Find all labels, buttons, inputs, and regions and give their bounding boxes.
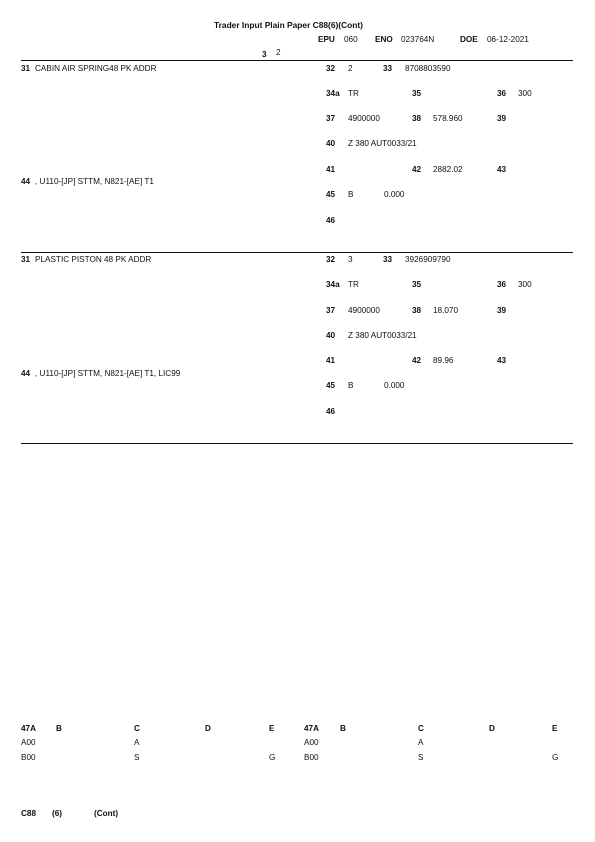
box35-label: 35 [412,280,422,289]
box47-header-b: B [340,724,346,733]
box42-value: 89.96 [433,356,454,365]
box36-label: 36 [497,89,507,98]
box47-header-a: 47A [304,724,320,733]
box47-cell: A00 [304,738,319,747]
divider [21,443,573,444]
box38-value: 578.960 [433,114,463,123]
box32-label: 32 [326,255,336,264]
box44-value: , U110-[JP] STTM, N821-[AE] T1 [35,177,154,186]
box45-label: 45 [326,190,336,199]
box31-label: 31 [21,64,31,73]
box47-header-b: B [56,724,62,733]
box47-header-c: C [418,724,424,733]
page-title: Trader Input Plain Paper C88(6)(Cont) [214,20,363,30]
box3-value: 2 [276,48,281,57]
box34a-value: TR [348,280,359,289]
box45-amount: 0.000 [384,381,405,390]
box42-value: 2882.02 [433,165,463,174]
box37-value: 4900000 [348,306,380,315]
box33-label: 33 [383,255,393,264]
footer-form: C88 [21,809,37,818]
box42-label: 42 [412,165,422,174]
box34a-value: TR [348,89,359,98]
box45-value: B [348,190,354,199]
box43-label: 43 [497,356,507,365]
box41-label: 41 [326,356,336,365]
box47-header-a: 47A [21,724,37,733]
box37-label: 37 [326,114,336,123]
box40-label: 40 [326,139,336,148]
box47-cell: A [418,738,424,747]
epu-label: EPU [318,35,335,44]
box43-label: 43 [497,165,507,174]
box36-label: 36 [497,280,507,289]
divider [21,60,573,61]
box47-header-d: D [489,724,495,733]
epu-value: 060 [344,35,358,44]
eno-label: ENO [375,35,393,44]
box46-label: 46 [326,407,336,416]
box31-label: 31 [21,255,31,264]
box36-value: 300 [518,89,532,98]
box47-cell: A00 [21,738,36,747]
box44-label: 44 [21,177,31,186]
box47-header-e: E [552,724,558,733]
box34a-label: 34a [326,280,340,289]
box34a-label: 34a [326,89,340,98]
box47-cell: S [418,753,424,762]
box31-description: PLASTIC PISTON 48 PK ADDR [35,255,152,264]
box36-value: 300 [518,280,532,289]
box40-value: Z 380 AUT0033/21 [348,139,417,148]
box47-cell: B00 [21,753,36,762]
doe-label: DOE [460,35,478,44]
box46-label: 46 [326,216,336,225]
box33-label: 33 [383,64,393,73]
box32-value: 2 [348,64,353,73]
box37-value: 4900000 [348,114,380,123]
box44-label: 44 [21,369,31,378]
divider [21,252,573,253]
box45-amount: 0.000 [384,190,405,199]
box47-cell: A [134,738,140,747]
box41-label: 41 [326,165,336,174]
footer-cont: (Cont) [94,809,119,818]
box47-cell: G [552,753,559,762]
box38-value: 18.070 [433,306,459,315]
box47-cell: G [269,753,276,762]
box31-description: CABIN AIR SPRING48 PK ADDR [35,64,157,73]
box47-header-e: E [269,724,275,733]
box38-label: 38 [412,114,422,123]
box35-label: 35 [412,89,422,98]
eno-value: 023764N [401,35,435,44]
box38-label: 38 [412,306,422,315]
box33-value: 3926909790 [405,255,451,264]
box45-label: 45 [326,381,336,390]
box39-label: 39 [497,114,507,123]
box47-header-c: C [134,724,140,733]
box33-value: 8708803590 [405,64,451,73]
box37-label: 37 [326,306,336,315]
doe-value: 06-12-2021 [487,35,529,44]
box3-label: 3 [262,50,267,59]
box47-header-d: D [205,724,211,733]
box47-cell: B00 [304,753,319,762]
footer-page: (6) [52,809,63,818]
box40-label: 40 [326,331,336,340]
box32-value: 3 [348,255,353,264]
box32-label: 32 [326,64,336,73]
box39-label: 39 [497,306,507,315]
box40-value: Z 380 AUT0033/21 [348,331,417,340]
box47-cell: S [134,753,140,762]
box42-label: 42 [412,356,422,365]
box45-value: B [348,381,354,390]
box44-value: , U110-[JP] STTM, N821-[AE] T1, LIC99 [35,369,181,378]
